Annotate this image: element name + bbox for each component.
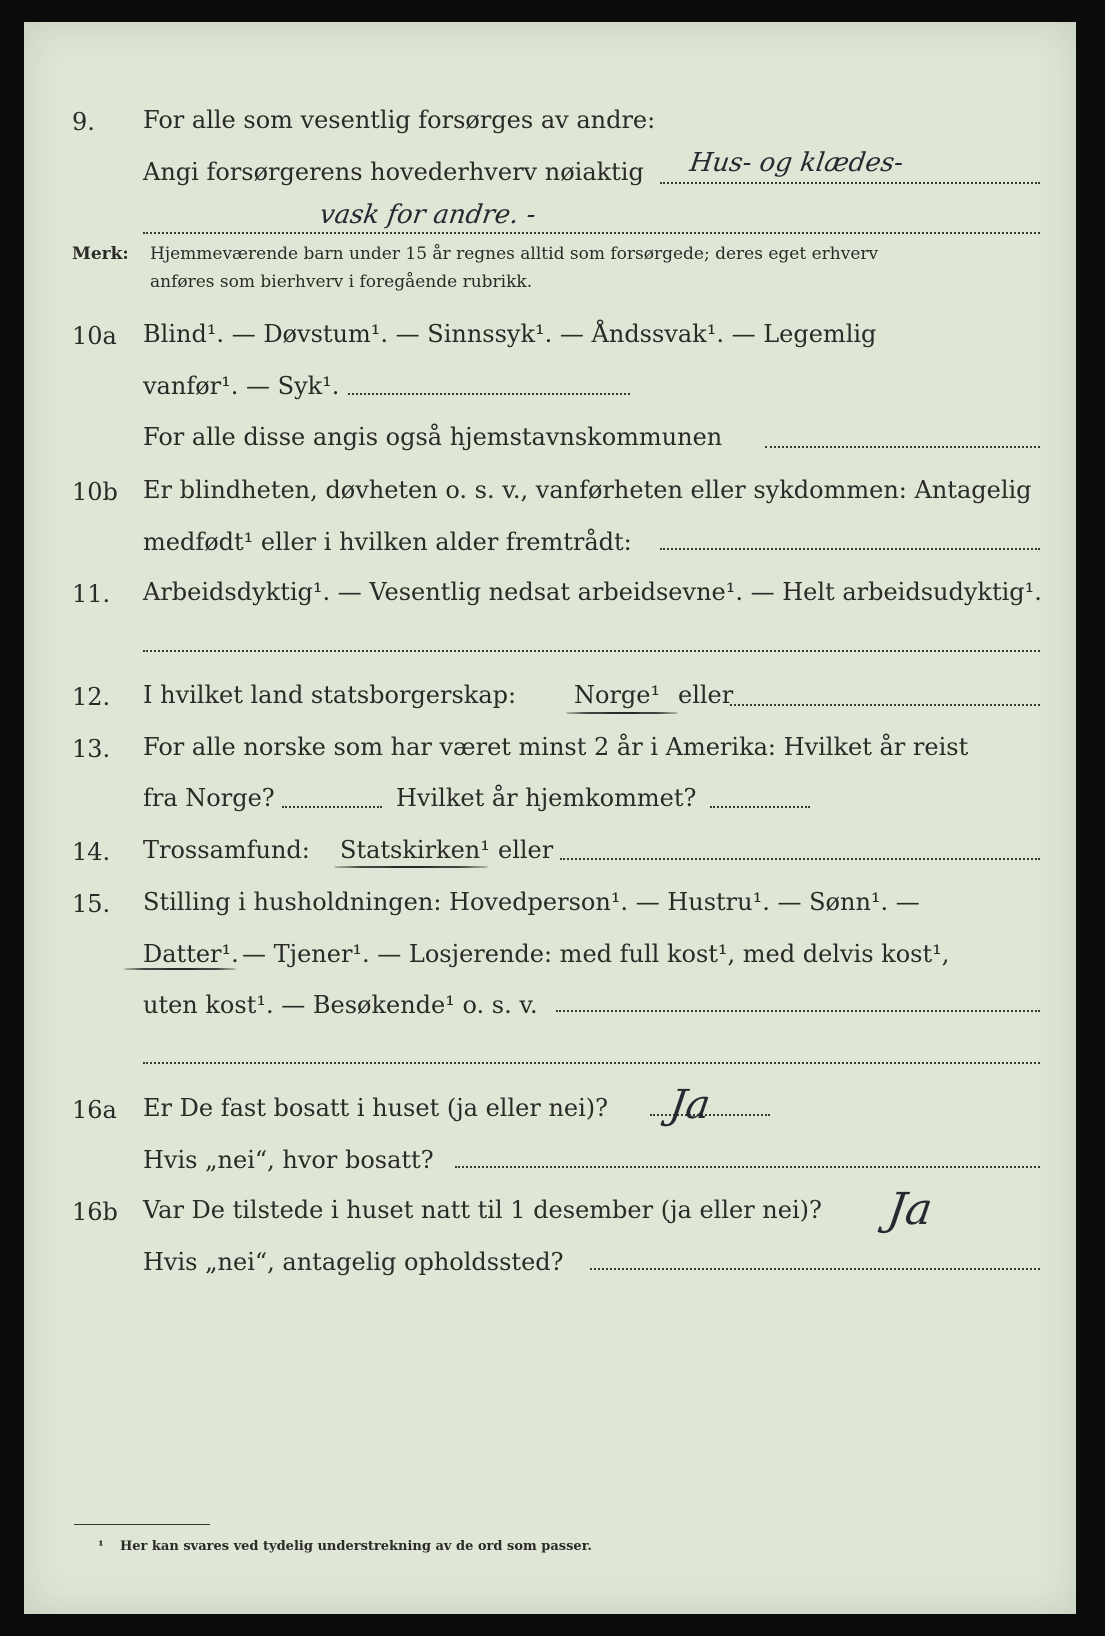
q12-rest: eller xyxy=(678,681,734,709)
q13-line1: For alle norske som har været minst 2 år i Amerika: Hvilket år reist xyxy=(143,733,969,761)
q14-number: 14. xyxy=(72,838,111,866)
q10b-line2: medfødt¹ eller i hvilken alder fremtrådt: xyxy=(143,528,632,556)
q15-extra-line xyxy=(143,1062,1040,1064)
merk-line2: anføres som bierhverv i foregående rubrikk. xyxy=(150,272,533,292)
q9-answer-line1 xyxy=(660,182,1040,184)
q16b-opholdssted-line xyxy=(590,1268,1040,1270)
q14-answer-line xyxy=(560,858,1040,860)
q9-answer-line2 xyxy=(143,232,1040,234)
q16a-line1: Er De fast bosatt i huset (ja eller nei)? xyxy=(143,1094,609,1122)
q14-rest: eller xyxy=(498,836,554,864)
q16b-number: 16b xyxy=(72,1198,118,1226)
q15-answer-line xyxy=(556,1010,1040,1012)
q16b-line1: Var De tilstede i huset natt til 1 desember (ja eller nei)? xyxy=(143,1196,822,1224)
q10a-number: 10a xyxy=(72,322,117,350)
q13-reist-line xyxy=(282,806,382,808)
q12-choice: Norge¹ xyxy=(574,681,661,709)
q11-number: 11. xyxy=(72,580,111,608)
q10b-answer-line xyxy=(660,548,1040,550)
q11-answer-line xyxy=(143,650,1040,652)
footnote-mark: ¹ xyxy=(98,1539,104,1554)
q9-number: 9. xyxy=(72,108,95,136)
q10a-line3: For alle disse angis også hjemstavnskommunen xyxy=(143,423,723,451)
q11-line1: Arbeidsdyktig¹. — Vesentlig nedsat arbeidsevne¹. — Helt arbeidsudyktig¹. xyxy=(143,578,1042,606)
q15-line2: — Tjener¹. — Losjerende: med full kost¹, med delvis kost¹, xyxy=(242,940,950,968)
q15-line3: uten kost¹. — Besøkende¹ o. s. v. xyxy=(143,991,538,1019)
q16a-answer: Ja xyxy=(666,1082,714,1128)
q16b-answer: Ja xyxy=(884,1184,936,1235)
footnote-text: Her kan svares ved tydelig understrekning av de ord som passer. xyxy=(120,1539,592,1554)
q10a-answer-line xyxy=(348,393,630,395)
q12-line1: I hvilket land statsborgerskap: xyxy=(143,681,517,709)
merk-line1: Hjemmeværende barn under 15 år regnes alltid som forsørgede; deres eget erhverv xyxy=(150,244,879,264)
q13-number: 13. xyxy=(72,735,111,763)
q13-hjemkommet-line xyxy=(710,806,810,808)
q10b-number: 10b xyxy=(72,478,118,506)
q9-answer2: vask for andre. - xyxy=(317,200,538,230)
q10b-line1: Er blindheten, døvheten o. s. v., vanførheten eller sykdommen: Antagelig xyxy=(143,476,1032,504)
q13-line2b: Hvilket år hjemkommet? xyxy=(396,784,697,812)
q10a-line2: vanfør¹. — Syk¹. xyxy=(143,372,340,400)
q15-choice: Datter¹. xyxy=(143,940,239,968)
q9-line2: Angi forsørgerens hovederhverv nøiaktig xyxy=(143,158,644,186)
q12-answer-line xyxy=(730,704,1040,706)
q16a-number: 16a xyxy=(72,1096,117,1124)
q9-answer1: Hus- og klædes- xyxy=(687,148,906,178)
q12-number: 12. xyxy=(72,683,111,711)
q13-line2a: fra Norge? xyxy=(143,784,275,812)
q14-choice: Statskirken¹ xyxy=(340,836,490,864)
q15-number: 15. xyxy=(72,890,111,918)
q14-label: Trossamfund: xyxy=(143,836,310,864)
q15-line1: Stilling i husholdningen: Hovedperson¹. — Hustru¹. — Sønn¹. — xyxy=(143,888,920,916)
q15-choice-underline xyxy=(124,968,236,970)
q9-line1: For alle som vesentlig forsørges av andre: xyxy=(143,106,656,134)
footnote-rule xyxy=(74,1524,210,1525)
q16b-line2: Hvis „nei“, antagelig opholdssted? xyxy=(143,1248,564,1276)
q16a-line2: Hvis „nei“, hvor bosatt? xyxy=(143,1146,434,1174)
q16a-bosatt-line xyxy=(455,1166,1040,1168)
q10a-line1: Blind¹. — Døvstum¹. — Sinnssyk¹. — Åndssvak¹. — Legemlig xyxy=(143,320,877,348)
q10a-hjemstavn-line xyxy=(765,446,1040,448)
q14-choice-underline xyxy=(334,866,488,868)
merk-label: Merk: xyxy=(72,244,129,264)
q12-choice-underline xyxy=(566,712,678,714)
